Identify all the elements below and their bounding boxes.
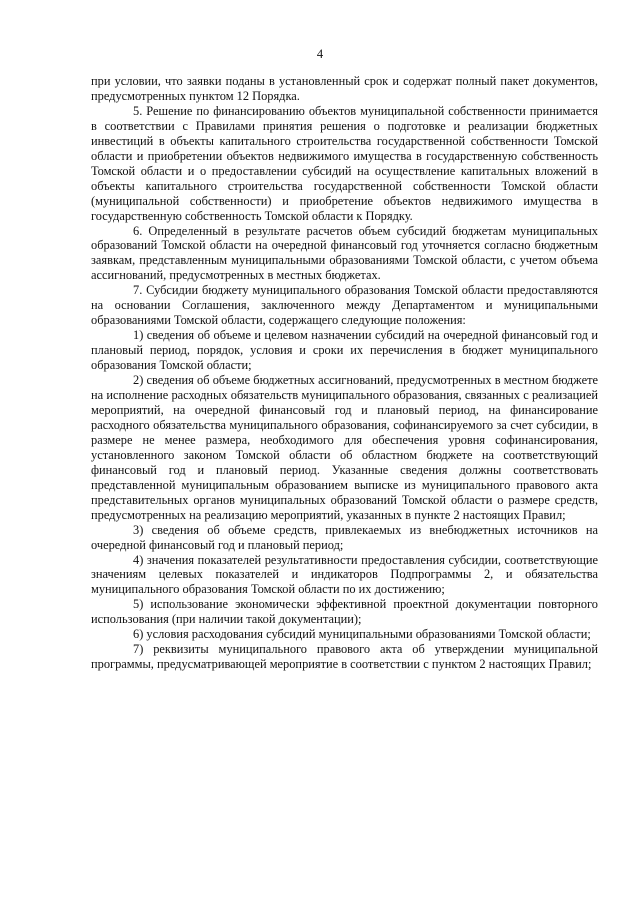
document-body — [91, 74, 598, 672]
subparagraph-5: 5) использование экономически эффективной проектной документации повторного использования (при наличии такой документации); — [91, 597, 598, 627]
paragraph-item-7: 7. Субсидии бюджету муниципального образования Томской области предоставляются на основании Соглашения, заключенного между Департаментом и муниципальными образованиями Томской области, содержащего следующие положения: — [91, 283, 598, 328]
page-number: 4 — [316, 47, 324, 61]
paragraph-item-5: 5. Решение по финансированию объектов муниципальной собственности принимается в соответствии с Правилами принятия решения о подготовке и реализации бюджетных инвестиций в объекты капитального строительства государственной собственности Томской области и приобретении объектов недвижимого имущества в государственную собственность Томской области и о предоставлении субсидий на осуществление капитальных вложений в объекты капитального строительства государственной собственности Томской области (муниципальной собственности) и приобретение объектов недвижимого имущества в государственную собственность Томской области к Порядку. — [91, 103, 598, 223]
paragraph-continuation: при условии, что заявки поданы в установленный срок и содержат полный пакет документов, предусмотренных пунктом 12 Порядка. — [91, 74, 598, 103]
subparagraph-2: 2) сведения об объеме бюджетных ассигнований, предусмотренных в местном бюджете на исполнение расходных обязательств муниципального образования, связанных с реализацией мероприятий, на очередной финансовый год и плановый период, на финансирование расходного обязательства муниципального образования, софинансируемого за счет субсидии, в размере не менее размера, необходимого для обеспечения уровня софинансирования, установленного законом Томской области об областном бюджете на соответствующий финансовый год и плановый период. Указанные сведения должны соответствовать представленной муниципальным образованием выписке из муниципального правового акта представительных органов муниципальных образований Томской области о размере средств, предусмотренных на реализацию мероприятий, указанных в пункте 2 настоящих Правил; — [91, 373, 598, 522]
subparagraph-6: 6) условия расходования субсидий муниципальными образованиями Томской области; — [133, 627, 591, 642]
subparagraph-4: 4) значения показателей результативности предоставления субсидии, соответствующие значениям целевых показателей и индикаторов Подпрограммы 2, и обязательства муниципального образования Томской области по их достижению; — [91, 552, 598, 597]
subparagraph-7: 7) реквизиты муниципального правового акта об утверждении муниципальной программы, предусматривающей мероприятие в соответствии с пунктом 2 настоящих Правил; — [91, 642, 598, 672]
paragraph-item-6: 6. Определенный в результате расчетов объем субсидий бюджетам муниципальных образований Томской области на очередной финансовый год уточняется согласно бюджетным заявкам, представленным муниципальными образованиями Томской области, с учетом объема ассигнований, предусмотренных в местных бюджетах. — [91, 223, 598, 283]
subparagraph-1: 1) сведения об объеме и целевом назначении субсидий на очередной финансовый год и плановый период, порядок, условия и сроки их перечисления в бюджет муниципального образования Томской области; — [91, 328, 598, 373]
subparagraph-3: 3) сведения об объеме средств, привлекаемых из внебюджетных источников на очередной финансовый год и плановый период; — [91, 522, 598, 552]
